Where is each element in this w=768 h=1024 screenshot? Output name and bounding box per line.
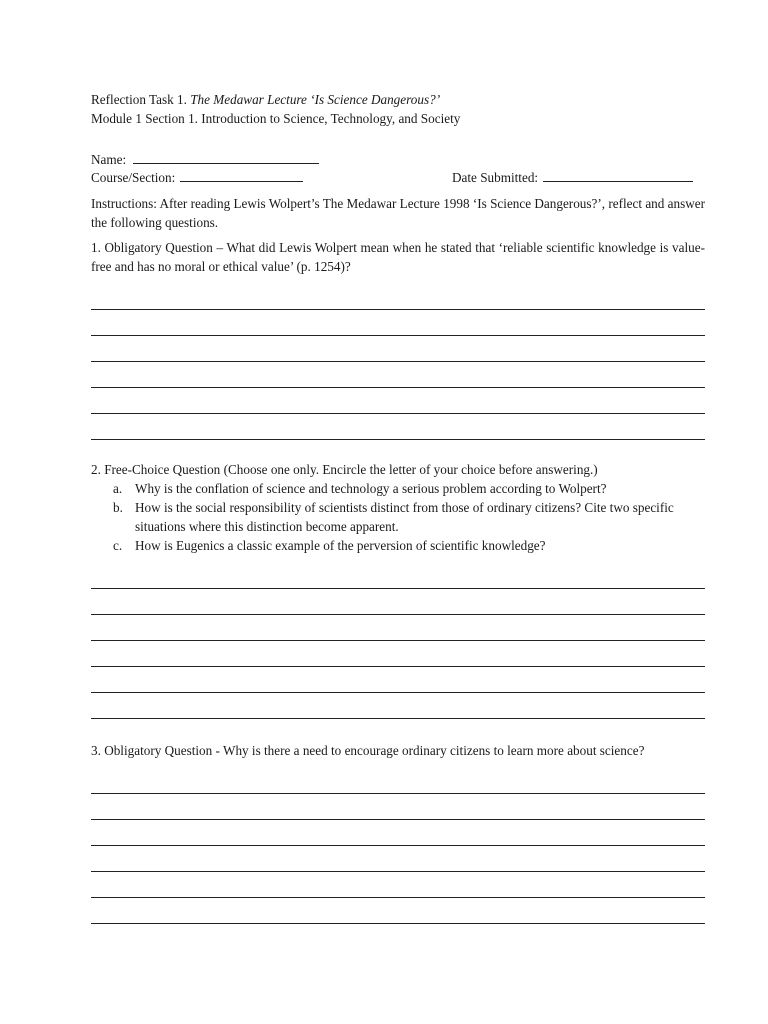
date-submitted-blank-line[interactable] xyxy=(543,168,693,182)
worksheet-page xyxy=(91,90,705,924)
question-1-heading: 1. Obligatory Question xyxy=(91,240,213,255)
name-label: Name: xyxy=(91,152,127,167)
option-b-letter[interactable]: b. xyxy=(113,500,123,515)
question-2-options xyxy=(91,479,705,555)
date-submitted-block xyxy=(452,168,693,187)
name-blank-line[interactable] xyxy=(133,150,319,164)
option-b[interactable] xyxy=(91,498,705,536)
question-1-text: – What did Lewis Wolpert mean when he stated that ‘reliable scientific knowledge is value-free and has no moral or ethical value’ (p. 1254)? xyxy=(91,240,705,274)
answer-line[interactable] xyxy=(91,563,705,589)
answer-line[interactable] xyxy=(91,284,705,310)
name-field-row xyxy=(91,150,705,168)
answer-line[interactable] xyxy=(91,820,705,846)
answer-line[interactable] xyxy=(91,414,705,440)
title-prefix: Reflection Task 1. xyxy=(91,92,191,107)
answer-line[interactable] xyxy=(91,872,705,898)
question-3-text: - Why is there a need to encourage ordinary citizens to learn more about science? xyxy=(212,743,645,758)
title-lecture-name: The Medawar Lecture ‘Is Science Dangerous?’ xyxy=(190,92,441,107)
option-a-text: Why is the conflation of science and technology a serious problem according to Wolpert? xyxy=(135,481,607,496)
course-section-label: Course/Section: xyxy=(91,170,176,185)
question-1-answer-area[interactable] xyxy=(91,284,705,440)
answer-line[interactable] xyxy=(91,615,705,641)
question-2-answer-area[interactable] xyxy=(91,563,705,719)
answer-line[interactable] xyxy=(91,846,705,872)
question-2 xyxy=(91,460,705,479)
answer-line[interactable] xyxy=(91,667,705,693)
question-3 xyxy=(91,741,705,760)
answer-line[interactable] xyxy=(91,388,705,414)
answer-line[interactable] xyxy=(91,768,705,794)
question-2-text: (Choose one only. Encircle the letter of your choice before answering.) xyxy=(220,462,598,477)
answer-line[interactable] xyxy=(91,589,705,615)
instructions: Instructions: After reading Lewis Wolpert’s The Medawar Lecture 1998 ‘Is Science Dangerous?’, reflect and answer the following questions. xyxy=(91,196,706,230)
answer-line[interactable] xyxy=(91,898,705,924)
option-c-text: How is Eugenics a classic example of the perversion of scientific knowledge? xyxy=(135,538,546,553)
option-a[interactable] xyxy=(91,479,705,498)
course-date-row xyxy=(91,168,705,186)
course-section-blank-line[interactable] xyxy=(180,168,303,182)
option-c[interactable] xyxy=(91,536,705,555)
option-b-text: How is the social responsibility of scientists distinct from those of ordinary citizens? Cite two specific situations where this distinction become apparent. xyxy=(135,500,674,534)
date-submitted-label: Date Submitted: xyxy=(452,170,539,185)
worksheet-title xyxy=(91,90,705,109)
option-c-letter[interactable]: c. xyxy=(113,538,123,553)
answer-line[interactable] xyxy=(91,693,705,719)
answer-line[interactable] xyxy=(91,362,705,388)
question-3-heading: 3. Obligatory Question xyxy=(91,743,213,758)
question-1 xyxy=(91,238,705,276)
answer-line[interactable] xyxy=(91,336,705,362)
answer-line[interactable] xyxy=(91,794,705,820)
question-2-heading: 2. Free-Choice Question xyxy=(91,462,221,477)
answer-line[interactable] xyxy=(91,310,705,336)
option-a-letter[interactable]: a. xyxy=(113,481,123,496)
module-subtitle: Module 1 Section 1. Introduction to Science, Technology, and Society xyxy=(91,111,461,126)
question-3-answer-area[interactable] xyxy=(91,768,705,924)
answer-line[interactable] xyxy=(91,641,705,667)
